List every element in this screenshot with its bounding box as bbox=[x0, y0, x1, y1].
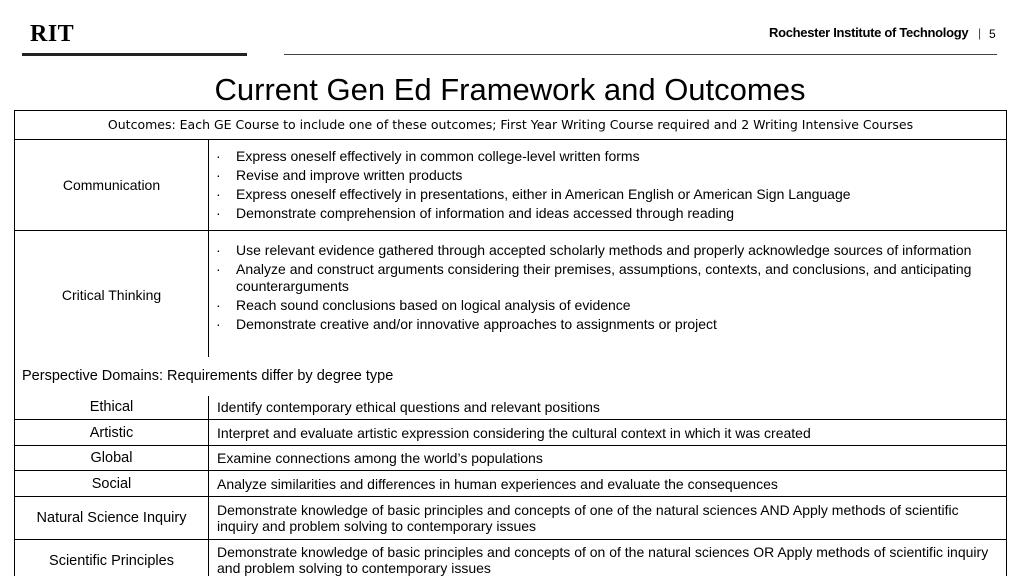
row-divider bbox=[15, 496, 1006, 497]
page-separator: | bbox=[978, 26, 982, 40]
communication-bullets bbox=[212, 148, 1002, 224]
domain-description: Demonstrate knowledge of basic principles and concepts of on of the natural sciences OR Apply methods of scientific inquiry and problem solving to contemporary issues bbox=[217, 544, 989, 576]
domain-description: Analyze similarities and differences in human experiences and evaluate the consequences bbox=[217, 476, 778, 492]
list-item: · Demonstrate creative and/or innovative approaches to assignments or project bbox=[216, 316, 717, 332]
row-divider bbox=[15, 445, 1006, 446]
row-divider bbox=[15, 419, 1006, 420]
row-divider bbox=[15, 539, 1006, 540]
bullet-icon: · bbox=[216, 242, 221, 258]
list-item: · Demonstrate comprehension of information and ideas accessed through reading bbox=[216, 205, 735, 221]
list-item: · Analyze and construct arguments considering their premises, assumptions, contexts, and conclusions, and anticipating counterarguments bbox=[216, 261, 972, 294]
domain-description: Identify contemporary ethical questions and relevant positions bbox=[217, 399, 600, 415]
row-divider bbox=[15, 470, 1006, 471]
domain-label: Social bbox=[91, 476, 132, 492]
bullet-icon: · bbox=[216, 148, 221, 164]
page-number: 5 bbox=[989, 27, 996, 41]
header-divider bbox=[284, 54, 997, 55]
column-divider bbox=[208, 140, 209, 230]
column-divider bbox=[208, 231, 209, 357]
logo-underline bbox=[22, 53, 247, 56]
domain-label: Scientific Principles bbox=[49, 553, 174, 569]
bullet-icon: · bbox=[216, 167, 221, 183]
row-divider bbox=[15, 230, 1006, 231]
list-item: · Revise and improve written products bbox=[216, 167, 463, 183]
domain-label: Natural Science Inquiry bbox=[36, 510, 187, 526]
column-divider bbox=[208, 396, 209, 576]
outcome-label-communication: Communication bbox=[62, 177, 161, 193]
domain-label: Global bbox=[90, 450, 133, 466]
domain-label: Ethical bbox=[89, 399, 134, 415]
bullet-icon: · bbox=[216, 316, 221, 332]
list-item: · Use relevant evidence gathered through accepted scholarly methods and properly acknowledge sources of information bbox=[216, 242, 972, 258]
bullet-icon: · bbox=[216, 261, 221, 277]
critical-thinking-bullets bbox=[212, 242, 1002, 335]
outcomes-header: Outcomes: Each GE Course to include one of these outcomes; First Year Writing Course required and 2 Writing Intensive Courses bbox=[14, 110, 1007, 140]
page-title: Current Gen Ed Framework and Outcomes bbox=[214, 72, 806, 107]
bullet-icon: · bbox=[216, 297, 221, 313]
list-item: · Express oneself effectively in presentations, either in American English or American Sign Language bbox=[216, 186, 851, 202]
list-item: · Express oneself effectively in common college-level written forms bbox=[216, 148, 640, 164]
list-item: · Reach sound conclusions based on logical analysis of evidence bbox=[216, 297, 631, 313]
bullet-icon: · bbox=[216, 186, 221, 202]
bullet-icon: · bbox=[216, 205, 221, 221]
domain-description: Interpret and evaluate artistic expression considering the cultural context in which it was created bbox=[217, 425, 811, 441]
domain-label: Artistic bbox=[89, 425, 134, 441]
perspective-heading: Perspective Domains: Requirements differ by degree type bbox=[22, 368, 394, 384]
rit-logo: RIT bbox=[30, 21, 75, 47]
institute-name: Rochester Institute of Technology bbox=[769, 25, 969, 40]
domain-description: Examine connections among the world’s populations bbox=[217, 450, 543, 466]
domain-description: Demonstrate knowledge of basic principles and concepts of one of the natural sciences AND Apply methods of scientific inquiry and problem solving to contemporary issues bbox=[217, 502, 959, 534]
outcome-label-critical-thinking: Critical Thinking bbox=[61, 287, 162, 303]
